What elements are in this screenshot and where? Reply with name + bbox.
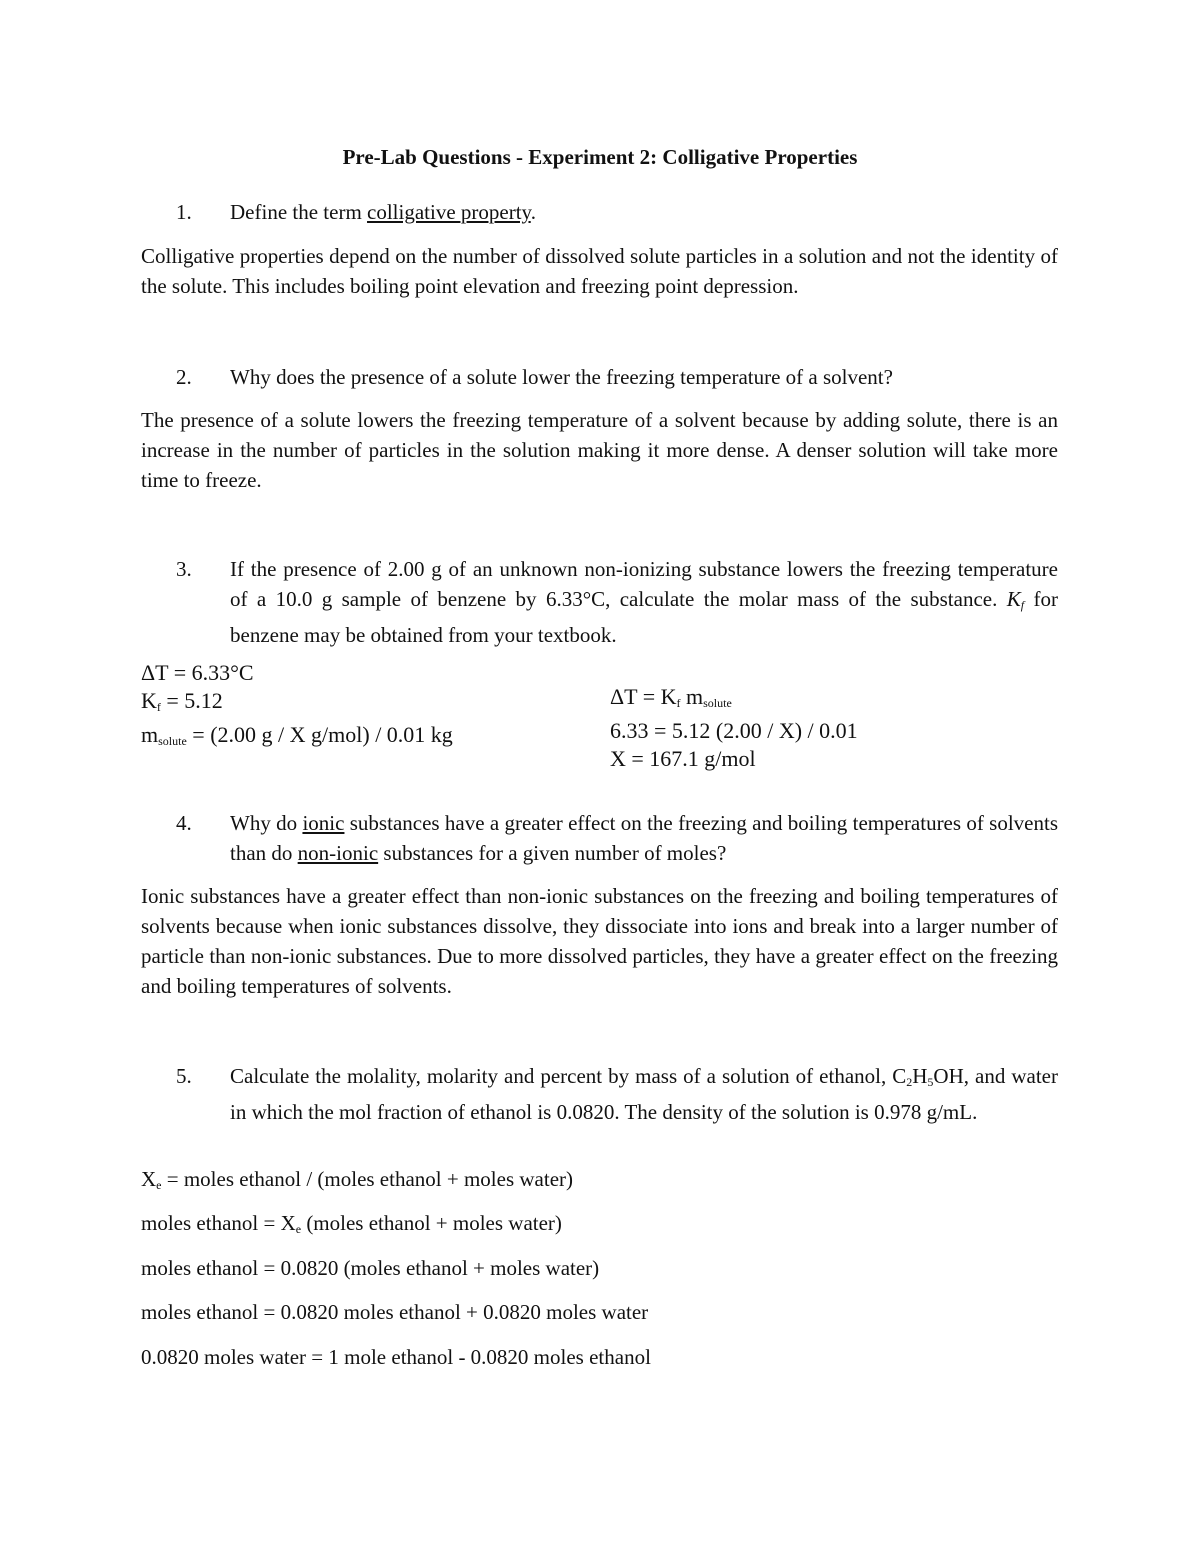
- underlined-term: ionic: [302, 811, 345, 835]
- question-text-part: substances have a greater effect on the freezing and boiling temperatures of solvents than do: [230, 811, 1059, 865]
- text: = moles ethanol / (moles ethanol + moles water): [161, 1167, 573, 1191]
- work-line-1: [141, 1164, 573, 1200]
- given-values: [141, 659, 453, 755]
- question-text: [230, 197, 1058, 227]
- given-kf: [141, 687, 453, 721]
- value: = 5.12: [160, 688, 223, 713]
- question-number: 3.: [176, 557, 192, 581]
- answer-4: [141, 881, 1058, 1001]
- given-molality: [141, 721, 453, 755]
- question-text-part: substances for a given number of moles?: [378, 841, 727, 865]
- given-delta-t: ΔT = 6.33°C: [141, 660, 254, 685]
- result-line: X = 167.1 g/mol: [610, 746, 756, 771]
- answer-text: Colligative properties depend on the number of dissolved solute particles in a solution and not the identity of the solute. This includes boiling point elevation and freezing point depression.: [141, 244, 1058, 298]
- subscript: e: [295, 1222, 302, 1236]
- question-text-part: .: [530, 200, 536, 224]
- text: m: [680, 684, 704, 709]
- question-number: 5.: [176, 1064, 192, 1088]
- question-number: 1.: [176, 200, 192, 224]
- text: (moles ethanol + moles water): [301, 1211, 562, 1235]
- question-number: 2.: [176, 365, 192, 389]
- symbol: K: [141, 688, 157, 713]
- work-line-3: moles ethanol = 0.0820 (moles ethanol + moles water): [141, 1256, 600, 1280]
- kf-symbol: K: [1006, 587, 1021, 611]
- answer-text: Ionic substances have a greater effect than non-ionic substances on the freezing and boiling temperatures of solvents because when ionic substances dissolve, they dissociate into ions and break into a larger number of particle than non-ionic substances. Due to more dissolved particles, they have a greater effect on the freezing and boiling temperatures of solvents.: [141, 884, 1058, 998]
- question-text-part: for benzene may be obtained from your textbook.: [230, 587, 1058, 647]
- subscript: solute: [703, 696, 732, 710]
- subscript: 5: [927, 1075, 934, 1089]
- solution-steps: [610, 683, 858, 773]
- question-text-part: OH, and water in which the mol fraction of ethanol is 0.0820. The density of the solution is 0.978 g/mL.: [230, 1064, 1058, 1124]
- question-text: [230, 554, 1058, 650]
- subscript: e: [156, 1178, 162, 1192]
- answer-1: [141, 241, 1058, 301]
- text: ΔT = K: [610, 684, 677, 709]
- question-text: Why does the presence of a solute lower the freezing temperature of a solvent?: [230, 365, 893, 389]
- symbol: m: [141, 722, 159, 747]
- question-text-part: Define the term: [230, 200, 368, 224]
- work-line-5: 0.0820 moles water = 1 mole ethanol - 0.0820 moles ethanol: [141, 1345, 651, 1369]
- question-number: 4.: [176, 811, 192, 835]
- question-text-part: Calculate the molality, molarity and percent by mass of a solution of ethanol, C: [230, 1064, 907, 1088]
- question-text-part: If the presence of 2.00 g of an unknown non-ionizing substance lowers the freezing temperature of a 10.0 g sample of benzene by 6.33°C, calculate the molar mass of the substance.: [230, 557, 1058, 611]
- substitution-line: 6.33 = 5.12 (2.00 / X) / 0.01: [610, 718, 858, 743]
- underlined-term: colligative property: [367, 200, 531, 224]
- text: moles ethanol = X: [141, 1211, 296, 1235]
- text: X: [141, 1167, 157, 1191]
- subscript: f: [156, 700, 161, 714]
- question-text-part: H: [912, 1064, 928, 1088]
- work-line-4: moles ethanol = 0.0820 moles ethanol + 0.0820 moles water: [141, 1300, 649, 1324]
- formula-line: [610, 683, 858, 717]
- answer-2: [141, 405, 1058, 495]
- kf-subscript: f: [1020, 598, 1025, 612]
- answer-text: The presence of a solute lowers the freezing temperature of a solvent because by adding solute, there is an increase in the number of particles in the solution making it more dense. A denser solution will take more time to freeze.: [141, 408, 1058, 492]
- underlined-term: non-ionic: [297, 841, 379, 865]
- question-text: [230, 1061, 1058, 1127]
- value: = (2.00 g / X g/mol) / 0.01 kg: [186, 722, 453, 747]
- question-text: [230, 808, 1058, 868]
- question-text-part: Why do: [230, 811, 303, 835]
- subscript: 2: [906, 1075, 913, 1089]
- subscript: f: [676, 696, 681, 710]
- work-line-2: [141, 1208, 562, 1244]
- page-title: Pre-Lab Questions - Experiment 2: Colligative Properties: [342, 145, 858, 169]
- subscript: solute: [158, 734, 187, 748]
